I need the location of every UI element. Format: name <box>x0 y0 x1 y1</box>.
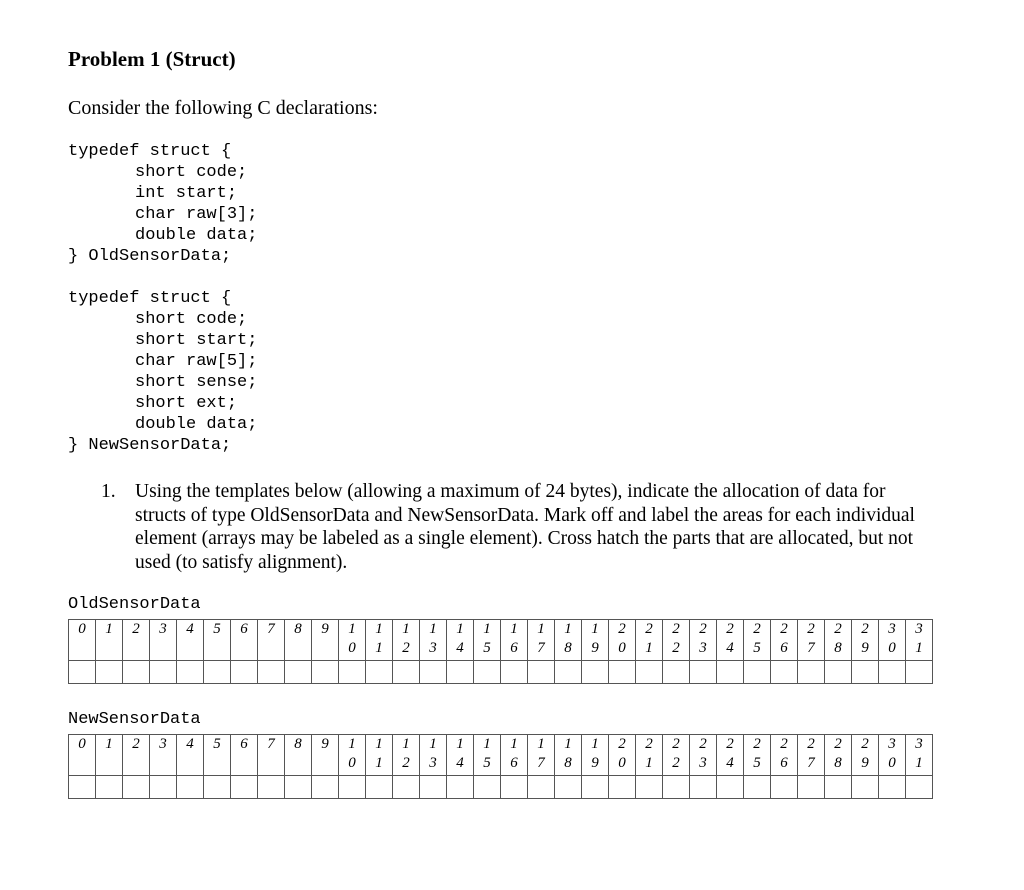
byte-index-cell <box>69 620 96 661</box>
byte-index-digit: 4 <box>186 621 194 637</box>
byte-index-digit: 2 <box>645 621 653 637</box>
byte-index-cell <box>609 735 636 776</box>
byte-index-cell <box>555 735 582 776</box>
byte-allocation-cell[interactable] <box>393 661 420 684</box>
byte-index-cell <box>258 620 285 661</box>
byte-index-digit: 4 <box>726 640 734 656</box>
byte-index-digit: 7 <box>537 640 545 656</box>
byte-index-digit: 5 <box>753 755 761 771</box>
byte-index-cell <box>528 620 555 661</box>
byte-index-digit: 0 <box>78 736 86 752</box>
byte-allocation-cell[interactable] <box>393 776 420 799</box>
byte-index-cell <box>717 735 744 776</box>
byte-index-digit: 8 <box>834 640 842 656</box>
byte-index-digit: 7 <box>267 621 275 637</box>
byte-index-cell <box>771 735 798 776</box>
byte-index-digit: 2 <box>726 621 734 637</box>
byte-index-row <box>69 735 933 776</box>
field-line: double data; <box>135 415 258 434</box>
byte-index-digit: 2 <box>834 621 842 637</box>
byte-index-cell <box>798 620 825 661</box>
byte-index-cell <box>96 620 123 661</box>
byte-index-digit: 1 <box>591 736 599 752</box>
byte-index-cell <box>447 735 474 776</box>
byte-index-cell <box>555 620 582 661</box>
byte-index-cell <box>366 620 393 661</box>
byte-index-digit: 2 <box>132 736 140 752</box>
byte-index-digit: 2 <box>672 621 680 637</box>
byte-allocation-cell[interactable] <box>420 776 447 799</box>
byte-index-cell <box>852 620 879 661</box>
byte-index-cell <box>663 620 690 661</box>
old-struct-declaration <box>68 141 257 267</box>
byte-index-cell <box>420 620 447 661</box>
byte-allocation-cell[interactable] <box>258 776 285 799</box>
byte-index-digit: 0 <box>888 640 896 656</box>
byte-index-digit: 2 <box>672 755 680 771</box>
byte-index-cell <box>177 620 204 661</box>
byte-index-digit: 2 <box>618 736 626 752</box>
struct-open-line: typedef struct { <box>68 142 232 161</box>
byte-index-digit: 4 <box>456 640 464 656</box>
new-byte-template <box>68 734 933 799</box>
byte-index-digit: 2 <box>672 736 680 752</box>
struct-close-line: } NewSensorData; <box>68 436 232 455</box>
byte-allocation-cell[interactable] <box>69 776 96 799</box>
byte-index-digit: 3 <box>888 736 896 752</box>
byte-allocation-cell[interactable] <box>879 661 906 684</box>
byte-allocation-cell[interactable] <box>339 776 366 799</box>
byte-index-cell <box>501 735 528 776</box>
byte-index-digit: 6 <box>240 621 248 637</box>
byte-index-cell <box>285 620 312 661</box>
byte-index-digit: 1 <box>564 736 572 752</box>
byte-allocation-cell[interactable] <box>231 776 258 799</box>
byte-index-cell <box>690 735 717 776</box>
field-line: short ext; <box>135 394 238 413</box>
byte-index-digit: 1 <box>375 736 383 752</box>
byte-index-cell <box>204 735 231 776</box>
byte-index-cell <box>258 735 285 776</box>
byte-allocation-cell[interactable] <box>204 776 231 799</box>
byte-allocation-cell[interactable] <box>420 661 447 684</box>
byte-index-digit: 4 <box>726 755 734 771</box>
byte-index-digit: 5 <box>483 755 491 771</box>
byte-index-digit: 1 <box>510 621 518 637</box>
byte-allocation-cell[interactable] <box>636 661 663 684</box>
byte-index-cell <box>879 735 906 776</box>
byte-index-cell <box>393 620 420 661</box>
byte-index-digit: 2 <box>807 736 815 752</box>
byte-index-digit: 6 <box>780 640 788 656</box>
byte-index-digit: 1 <box>483 621 491 637</box>
byte-index-digit: 8 <box>834 755 842 771</box>
byte-allocation-cell[interactable] <box>825 776 852 799</box>
byte-index-digit: 1 <box>375 755 383 771</box>
byte-index-cell <box>744 620 771 661</box>
byte-index-cell <box>825 735 852 776</box>
byte-index-digit: 2 <box>132 621 140 637</box>
byte-index-digit: 3 <box>429 755 437 771</box>
byte-allocation-cell[interactable] <box>474 776 501 799</box>
field-line: int start; <box>135 184 238 203</box>
byte-index-digit: 2 <box>780 621 788 637</box>
byte-index-cell <box>393 735 420 776</box>
byte-index-digit: 1 <box>456 621 464 637</box>
byte-allocation-cell[interactable] <box>717 661 744 684</box>
byte-index-digit: 0 <box>348 755 356 771</box>
byte-index-digit: 1 <box>537 621 545 637</box>
byte-index-digit: 3 <box>915 736 923 752</box>
byte-allocation-cell[interactable] <box>582 661 609 684</box>
byte-allocation-cell[interactable] <box>528 661 555 684</box>
byte-allocation-cell[interactable] <box>717 776 744 799</box>
byte-index-cell <box>285 735 312 776</box>
struct-close-line: } OldSensorData; <box>68 247 232 266</box>
field-line: double data; <box>135 226 258 245</box>
byte-index-digit: 3 <box>159 736 167 752</box>
byte-index-digit: 6 <box>780 755 788 771</box>
byte-allocation-cell[interactable] <box>906 661 933 684</box>
byte-index-cell <box>852 735 879 776</box>
byte-index-digit: 2 <box>699 621 707 637</box>
byte-allocation-cell[interactable] <box>339 661 366 684</box>
byte-index-digit: 8 <box>564 640 572 656</box>
byte-allocation-cell[interactable] <box>285 661 312 684</box>
byte-index-digit: 3 <box>699 755 707 771</box>
byte-index-digit: 3 <box>915 621 923 637</box>
field-line: short code; <box>135 310 248 329</box>
byte-allocation-cell[interactable] <box>366 661 393 684</box>
old-template-label: OldSensorData <box>68 595 201 614</box>
byte-index-digit: 2 <box>861 621 869 637</box>
byte-allocation-cell[interactable] <box>771 661 798 684</box>
byte-index-cell <box>582 620 609 661</box>
byte-index-cell <box>636 735 663 776</box>
byte-index-digit: 2 <box>699 736 707 752</box>
byte-allocation-cell[interactable] <box>447 776 474 799</box>
byte-allocation-cell[interactable] <box>690 661 717 684</box>
byte-allocation-cell[interactable] <box>204 661 231 684</box>
byte-allocation-cell[interactable] <box>555 776 582 799</box>
byte-index-digit: 8 <box>294 621 302 637</box>
byte-index-digit: 5 <box>483 640 491 656</box>
allocation-row <box>69 776 933 799</box>
byte-index-digit: 3 <box>699 640 707 656</box>
byte-allocation-cell[interactable] <box>609 661 636 684</box>
question-text: Using the templates below (allowing a maximum of 24 bytes), indicate the allocation of data for structs of type OldSensorData and NewSensorData. Mark off and label the areas for each individual element (arrays may be labeled as a single element). Cross hatch the parts that are allocated, but not used (to satisfy alignment). <box>135 481 915 573</box>
byte-allocation-cell[interactable] <box>636 776 663 799</box>
byte-index-cell <box>474 620 501 661</box>
byte-index-digit: 5 <box>213 736 221 752</box>
byte-allocation-cell[interactable] <box>528 776 555 799</box>
byte-allocation-cell[interactable] <box>150 776 177 799</box>
byte-index-cell <box>231 735 258 776</box>
byte-index-digit: 1 <box>564 621 572 637</box>
byte-index-cell <box>528 735 555 776</box>
problem-title: Problem 1 (Struct) <box>68 47 236 71</box>
byte-allocation-cell[interactable] <box>501 776 528 799</box>
byte-index-digit: 0 <box>78 621 86 637</box>
byte-index-digit: 1 <box>915 640 923 656</box>
byte-index-cell <box>474 735 501 776</box>
byte-allocation-cell[interactable] <box>663 776 690 799</box>
byte-allocation-cell[interactable] <box>258 661 285 684</box>
byte-allocation-cell[interactable] <box>663 661 690 684</box>
byte-index-cell <box>609 620 636 661</box>
byte-allocation-cell[interactable] <box>852 661 879 684</box>
byte-index-digit: 2 <box>726 736 734 752</box>
byte-index-digit: 2 <box>672 640 680 656</box>
byte-index-cell <box>744 735 771 776</box>
byte-allocation-cell[interactable] <box>798 661 825 684</box>
byte-index-digit: 1 <box>348 621 356 637</box>
byte-index-digit: 2 <box>780 736 788 752</box>
byte-index-digit: 9 <box>861 755 869 771</box>
question-number: 1. <box>101 481 116 502</box>
new-struct-declaration <box>68 288 257 456</box>
byte-index-digit: 1 <box>375 621 383 637</box>
byte-index-cell <box>177 735 204 776</box>
struct-open-line: typedef struct { <box>68 289 232 308</box>
byte-index-digit: 0 <box>348 640 356 656</box>
byte-index-digit: 5 <box>213 621 221 637</box>
byte-index-digit: 1 <box>105 736 113 752</box>
byte-index-digit: 7 <box>807 755 815 771</box>
byte-index-digit: 1 <box>483 736 491 752</box>
byte-allocation-cell[interactable] <box>123 661 150 684</box>
byte-index-digit: 1 <box>105 621 113 637</box>
allocation-row <box>69 661 933 684</box>
byte-index-digit: 1 <box>915 755 923 771</box>
field-line: char raw[3]; <box>135 205 258 224</box>
byte-index-digit: 5 <box>753 640 761 656</box>
byte-allocation-cell[interactable] <box>555 661 582 684</box>
byte-index-cell <box>717 620 744 661</box>
byte-index-digit: 3 <box>159 621 167 637</box>
byte-index-digit: 1 <box>456 736 464 752</box>
byte-index-digit: 2 <box>753 736 761 752</box>
byte-index-digit: 8 <box>294 736 302 752</box>
byte-allocation-cell[interactable] <box>447 661 474 684</box>
byte-index-row <box>69 620 933 661</box>
byte-index-digit: 0 <box>888 755 896 771</box>
byte-allocation-cell[interactable] <box>744 776 771 799</box>
byte-allocation-cell[interactable] <box>474 661 501 684</box>
byte-index-cell <box>690 620 717 661</box>
byte-index-digit: 1 <box>591 621 599 637</box>
byte-index-cell <box>501 620 528 661</box>
byte-index-digit: 1 <box>429 736 437 752</box>
byte-index-digit: 2 <box>402 755 410 771</box>
byte-allocation-cell[interactable] <box>177 776 204 799</box>
byte-index-digit: 1 <box>402 621 410 637</box>
byte-index-digit: 6 <box>240 736 248 752</box>
byte-allocation-cell[interactable] <box>312 661 339 684</box>
byte-index-cell <box>582 735 609 776</box>
byte-allocation-cell[interactable] <box>690 776 717 799</box>
byte-allocation-cell[interactable] <box>69 661 96 684</box>
byte-allocation-cell[interactable] <box>150 661 177 684</box>
byte-index-digit: 1 <box>510 736 518 752</box>
byte-allocation-cell[interactable] <box>501 661 528 684</box>
byte-index-digit: 0 <box>618 755 626 771</box>
byte-index-digit: 2 <box>753 621 761 637</box>
byte-index-cell <box>879 620 906 661</box>
field-line: char raw[5]; <box>135 352 258 371</box>
byte-index-digit: 9 <box>321 736 329 752</box>
byte-index-cell <box>231 620 258 661</box>
byte-index-digit: 1 <box>537 736 545 752</box>
byte-index-digit: 1 <box>645 755 653 771</box>
byte-index-digit: 2 <box>834 736 842 752</box>
byte-index-digit: 3 <box>888 621 896 637</box>
byte-index-cell <box>150 620 177 661</box>
byte-index-digit: 6 <box>510 755 518 771</box>
byte-index-cell <box>312 620 339 661</box>
byte-index-digit: 1 <box>348 736 356 752</box>
byte-index-cell <box>447 620 474 661</box>
old-byte-template <box>68 619 933 684</box>
byte-allocation-cell[interactable] <box>96 661 123 684</box>
byte-index-cell <box>906 620 933 661</box>
byte-index-cell <box>366 735 393 776</box>
byte-index-digit: 2 <box>402 640 410 656</box>
byte-index-cell <box>906 735 933 776</box>
byte-index-cell <box>420 735 447 776</box>
byte-allocation-cell[interactable] <box>825 661 852 684</box>
byte-index-cell <box>204 620 231 661</box>
byte-allocation-cell[interactable] <box>798 776 825 799</box>
byte-index-digit: 8 <box>564 755 572 771</box>
byte-index-digit: 2 <box>645 736 653 752</box>
byte-index-cell <box>96 735 123 776</box>
byte-index-digit: 7 <box>537 755 545 771</box>
byte-allocation-cell[interactable] <box>177 661 204 684</box>
byte-index-digit: 2 <box>807 621 815 637</box>
byte-index-cell <box>771 620 798 661</box>
byte-index-cell <box>636 620 663 661</box>
byte-index-digit: 4 <box>456 755 464 771</box>
byte-allocation-cell[interactable] <box>285 776 312 799</box>
byte-index-digit: 7 <box>267 736 275 752</box>
byte-allocation-cell[interactable] <box>609 776 636 799</box>
byte-index-digit: 2 <box>618 621 626 637</box>
byte-index-digit: 9 <box>321 621 329 637</box>
byte-index-digit: 2 <box>861 736 869 752</box>
byte-index-digit: 3 <box>429 640 437 656</box>
byte-allocation-cell[interactable] <box>771 776 798 799</box>
byte-allocation-cell[interactable] <box>906 776 933 799</box>
byte-index-digit: 1 <box>645 640 653 656</box>
byte-index-cell <box>69 735 96 776</box>
byte-index-digit: 7 <box>807 640 815 656</box>
field-line: short sense; <box>135 373 258 392</box>
byte-index-digit: 6 <box>510 640 518 656</box>
byte-index-cell <box>825 620 852 661</box>
byte-allocation-cell[interactable] <box>744 661 771 684</box>
byte-index-cell <box>150 735 177 776</box>
byte-index-digit: 1 <box>402 736 410 752</box>
byte-index-digit: 4 <box>186 736 194 752</box>
byte-index-cell <box>663 735 690 776</box>
byte-allocation-cell[interactable] <box>123 776 150 799</box>
byte-index-digit: 9 <box>591 640 599 656</box>
byte-index-digit: 9 <box>591 755 599 771</box>
field-line: short start; <box>135 331 258 350</box>
byte-allocation-cell[interactable] <box>366 776 393 799</box>
byte-allocation-cell[interactable] <box>582 776 609 799</box>
byte-allocation-cell[interactable] <box>852 776 879 799</box>
byte-allocation-cell[interactable] <box>96 776 123 799</box>
field-line: short code; <box>135 163 248 182</box>
byte-index-digit: 1 <box>375 640 383 656</box>
byte-index-cell <box>123 735 150 776</box>
byte-allocation-cell[interactable] <box>312 776 339 799</box>
intro-text: Consider the following C declarations: <box>68 97 378 119</box>
byte-index-cell <box>339 620 366 661</box>
byte-allocation-cell[interactable] <box>879 776 906 799</box>
byte-index-cell <box>123 620 150 661</box>
question-item <box>101 480 931 574</box>
byte-index-digit: 9 <box>861 640 869 656</box>
byte-allocation-cell[interactable] <box>231 661 258 684</box>
byte-index-digit: 0 <box>618 640 626 656</box>
byte-index-cell <box>339 735 366 776</box>
byte-index-cell <box>312 735 339 776</box>
byte-index-cell <box>798 735 825 776</box>
new-template-label: NewSensorData <box>68 710 201 729</box>
byte-index-digit: 1 <box>429 621 437 637</box>
